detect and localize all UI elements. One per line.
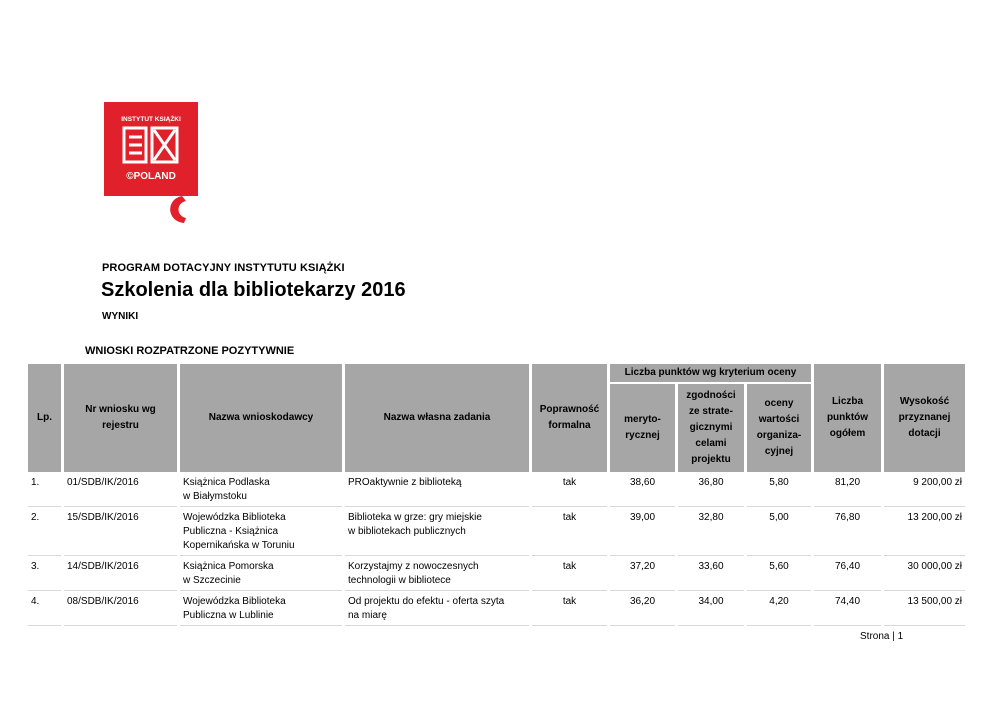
col-header-formal: Poprawność formalna: [532, 364, 607, 472]
svg-text:©POLAND: ©POLAND: [126, 171, 176, 182]
col-header-criteria-group: Liczba punktów wg kryterium oceny: [610, 364, 811, 382]
cell-merit: 36,20: [610, 593, 675, 626]
cell-grant: 13 200,00 zł: [884, 509, 965, 556]
cell-task: PROaktywnie z biblioteką: [345, 474, 529, 507]
cell-nr: 08/SDB/IK/2016: [64, 593, 177, 626]
cell-applicant: Wojewódzka Biblioteka Publiczna w Lublinie: [180, 593, 342, 626]
cell-formal: tak: [532, 509, 607, 556]
cell-formal: tak: [532, 558, 607, 591]
instytut-ksiazki-logo: [104, 102, 198, 227]
cell-strategy: 34,00: [678, 593, 744, 626]
cell-formal: tak: [532, 474, 607, 507]
cell-org: 5,00: [747, 509, 811, 556]
cell-applicant: Wojewódzka Biblioteka Publiczna - Książnica Kopernikańska w Toruniu: [180, 509, 342, 556]
cell-applicant: Książnica Podlaska w Białymstoku: [180, 474, 342, 507]
cell-lp: 1.: [28, 474, 61, 507]
col-header-applicant: Nazwa wnioskodawcy: [180, 364, 342, 472]
cell-lp: 3.: [28, 558, 61, 591]
section-title: WNIOSKI ROZPATRZONE POZYTYWNIE: [85, 345, 295, 357]
col-header-strategy: zgodności ze strate- gicznymi celami projektu: [678, 384, 744, 472]
cell-merit: 38,60: [610, 474, 675, 507]
cell-grant: 13 500,00 zł: [884, 593, 965, 626]
cell-org: 4,20: [747, 593, 811, 626]
col-header-merit: meryto- rycznej: [610, 384, 675, 472]
cell-applicant: Książnica Pomorska w Szczecinie: [180, 558, 342, 591]
program-label: PROGRAM DOTACYJNY INSTYTUTU KSIĄŻKI: [102, 262, 345, 274]
cell-grant: 9 200,00 zł: [884, 474, 965, 507]
cell-strategy: 36,80: [678, 474, 744, 507]
cell-lp: 4.: [28, 593, 61, 626]
col-header-org: oceny wartości organiza- cyjnej: [747, 384, 811, 472]
col-header-grant: Wysokość przyznanej dotacji: [884, 364, 965, 472]
cell-total: 76,80: [814, 509, 881, 556]
cell-total: 81,20: [814, 474, 881, 507]
cell-grant: 30 000,00 zł: [884, 558, 965, 591]
cell-strategy: 33,60: [678, 558, 744, 591]
cell-formal: tak: [532, 593, 607, 626]
col-header-total: Liczba punktów ogółem: [814, 364, 881, 472]
cell-nr: 15/SDB/IK/2016: [64, 509, 177, 556]
page-title: Szkolenia dla bibliotekarzy 2016: [101, 279, 406, 301]
cell-total: 74,40: [814, 593, 881, 626]
cell-org: 5,60: [747, 558, 811, 591]
page-number: Strona | 1: [860, 631, 904, 642]
cell-merit: 39,00: [610, 509, 675, 556]
table-row: [28, 558, 965, 591]
cell-merit: 37,20: [610, 558, 675, 591]
page-subtitle: WYNIKI: [102, 311, 139, 322]
svg-text:INSTYTUT KSIĄŻKI: INSTYTUT KSIĄŻKI: [121, 116, 181, 123]
cell-task: Korzystajmy z nowoczesnych technologii w bibliotece: [345, 558, 529, 591]
results-table: [25, 362, 968, 628]
cell-nr: 14/SDB/IK/2016: [64, 558, 177, 591]
cell-total: 76,40: [814, 558, 881, 591]
col-header-lp: Lp.: [28, 364, 61, 472]
col-header-task: Nazwa własna zadania: [345, 364, 529, 472]
table-row: [28, 509, 965, 556]
cell-org: 5,80: [747, 474, 811, 507]
cell-nr: 01/SDB/IK/2016: [64, 474, 177, 507]
table-row: [28, 593, 965, 626]
cell-task: Biblioteka w grze: gry miejskie w bibliotekach publicznych: [345, 509, 529, 556]
cell-lp: 2.: [28, 509, 61, 556]
cell-strategy: 32,80: [678, 509, 744, 556]
table-row: [28, 474, 965, 507]
cell-task: Od projektu do efektu - oferta szyta na miarę: [345, 593, 529, 626]
col-header-nr: Nr wniosku wg rejestru: [64, 364, 177, 472]
